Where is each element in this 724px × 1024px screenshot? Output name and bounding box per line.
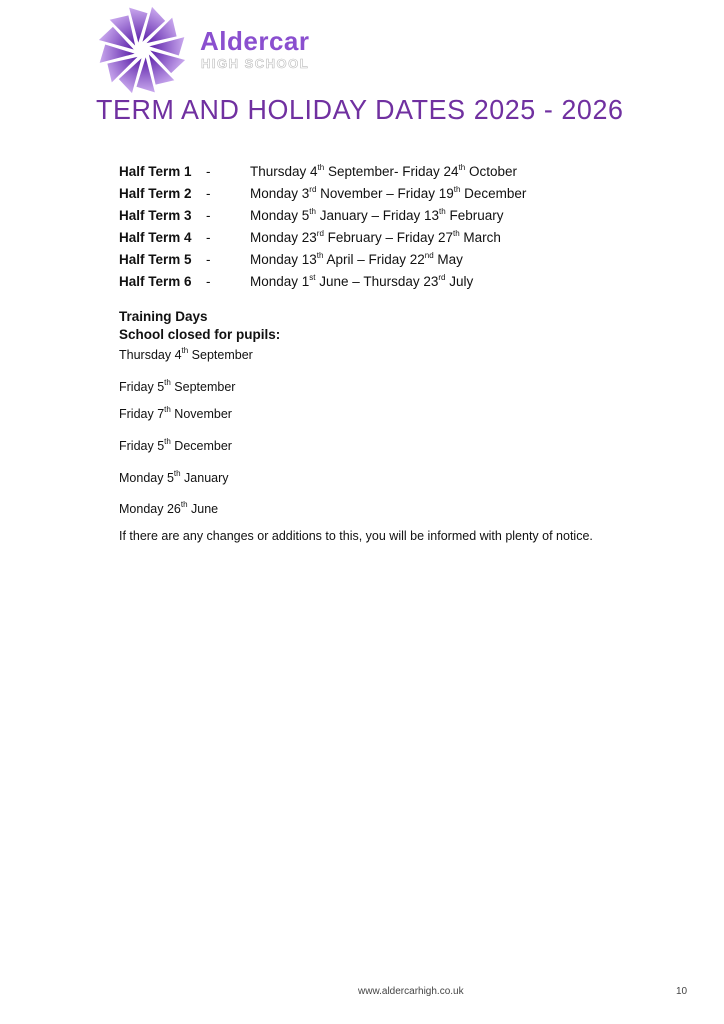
date-text: Friday 5 (119, 439, 165, 453)
date-text: Monday 5 (250, 208, 310, 223)
separator: - (206, 208, 211, 223)
term-label: Half Term 3 (119, 208, 192, 223)
training-day (119, 407, 232, 421)
separator: - (206, 164, 211, 179)
training-day (119, 471, 229, 485)
separator: - (206, 186, 211, 201)
date-text: October (465, 164, 517, 179)
term-label: Half Term 4 (119, 230, 192, 245)
date-text: January – Friday 13 (315, 208, 440, 223)
term-dates (250, 186, 526, 201)
date-text: December (460, 186, 527, 201)
date-text: May (433, 252, 463, 267)
ordinal-suffix: rd (309, 185, 317, 194)
page-title: TERM AND HOLIDAY DATES 2025 - 2026 (96, 94, 624, 125)
training-heading: Training Days (119, 309, 208, 324)
date-text: March (459, 230, 501, 245)
date-text: Monday 3 (250, 186, 310, 201)
date-text: December (170, 439, 232, 453)
term-dates (250, 208, 503, 223)
training-day (119, 380, 235, 394)
ordinal-suffix: th (458, 163, 466, 172)
term-dates (250, 252, 463, 267)
date-text: April – Friday 22 (323, 252, 425, 267)
date-text: July (445, 274, 474, 289)
ordinal-suffix: rd (316, 229, 324, 238)
date-text: January (180, 471, 229, 485)
training-day (119, 502, 218, 516)
page-number: 10 (676, 986, 688, 997)
ordinal-suffix: th (164, 378, 171, 387)
ordinal-suffix: rd (438, 273, 446, 282)
date-text: Thursday 4 (250, 164, 318, 179)
ordinal-suffix: th (164, 405, 171, 414)
ordinal-suffix: th (316, 251, 324, 260)
ordinal-suffix: th (317, 163, 325, 172)
ordinal-suffix: nd (424, 251, 434, 260)
ordinal-suffix: th (164, 437, 171, 446)
ordinal-suffix: th (452, 229, 460, 238)
date-text: Monday 1 (250, 274, 310, 289)
school-logo-pinwheel-icon (96, 4, 188, 96)
separator: - (206, 274, 211, 289)
term-dates (250, 164, 517, 179)
date-text: Monday 26 (119, 502, 181, 516)
date-text: February – Friday 27 (323, 230, 453, 245)
term-label: Half Term 2 (119, 186, 192, 201)
date-text: Monday 5 (119, 471, 174, 485)
term-label: Half Term 5 (119, 252, 192, 267)
ordinal-suffix: st (309, 273, 316, 282)
date-text: Monday 13 (250, 252, 317, 267)
date-text: November – Friday 19 (316, 186, 454, 201)
term-dates (250, 230, 501, 245)
date-text: Monday 23 (250, 230, 317, 245)
training-day (119, 439, 232, 453)
ordinal-suffix: th (439, 207, 446, 216)
date-text: June – Thursday 23 (315, 274, 439, 289)
ordinal-suffix: th (173, 469, 181, 478)
footer-url: www.aldercarhigh.co.uk (358, 986, 464, 997)
training-subheading: School closed for pupils: (119, 327, 281, 342)
date-text: September- Friday 24 (324, 164, 459, 179)
term-dates (250, 274, 473, 289)
logo-name: Aldercar (200, 26, 310, 56)
logo-subtitle: HIGH SCHOOL (201, 56, 310, 71)
term-label: Half Term 6 (119, 274, 192, 289)
date-text: Thursday 4 (119, 348, 182, 362)
date-text: June (187, 502, 219, 516)
ordinal-suffix: th (180, 500, 188, 509)
separator: - (206, 252, 211, 267)
date-text: February (445, 208, 504, 223)
date-text: Friday 7 (119, 407, 165, 421)
date-text: November (170, 407, 232, 421)
training-day (119, 348, 253, 362)
ordinal-suffix: th (309, 207, 316, 216)
separator: - (206, 230, 211, 245)
ordinal-suffix: th (181, 346, 189, 355)
date-text: September (170, 380, 236, 394)
ordinal-suffix: th (453, 185, 461, 194)
term-label: Half Term 1 (119, 164, 192, 179)
date-text: September (188, 348, 253, 362)
notice-text: If there are any changes or additions to this, you will be informed with plenty of notice. (119, 529, 593, 543)
date-text: Friday 5 (119, 380, 165, 394)
